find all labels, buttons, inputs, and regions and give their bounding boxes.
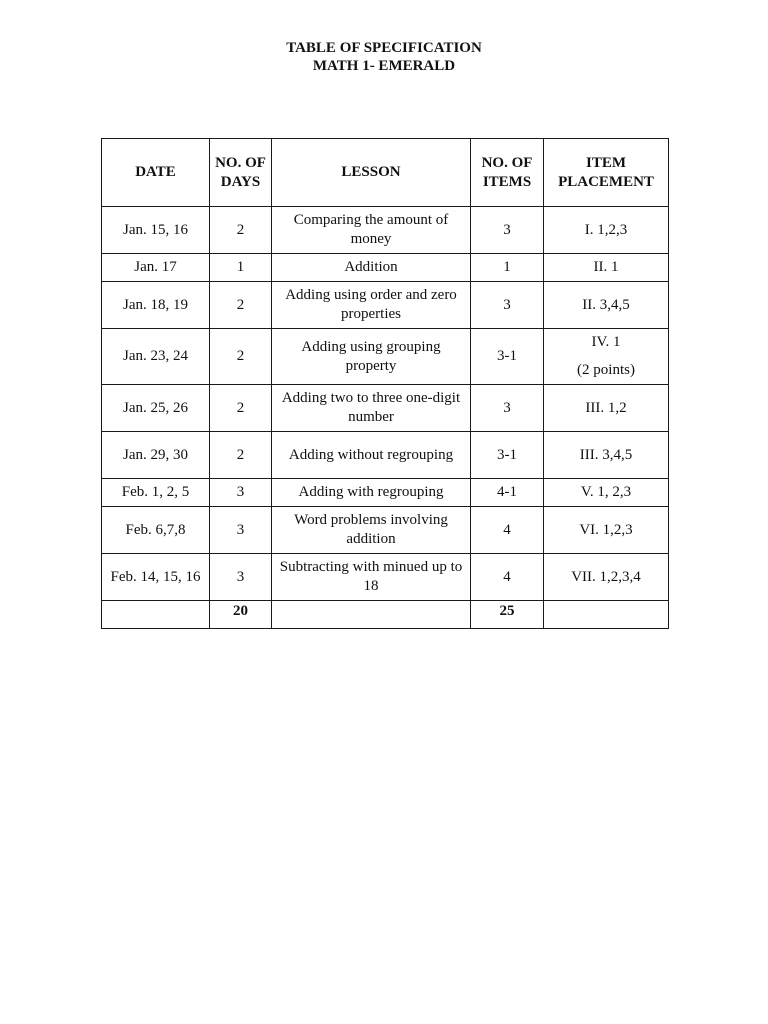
column-header-lesson: LESSON [272,139,471,207]
placement-cell: VI. 1,2,3 [544,507,669,554]
lesson-cell: Adding without regrouping [272,432,471,479]
date-cell: Jan. 25, 26 [102,385,210,432]
table-row [102,554,669,601]
placement-cell: II. 3,4,5 [544,282,669,329]
total-days-cell: 20 [210,601,272,629]
items-cell: 4 [471,507,544,554]
days-cell: 1 [210,254,272,282]
items-cell: 3 [471,207,544,254]
days-cell: 2 [210,282,272,329]
totals-placement-cell [544,601,669,629]
table-row [102,507,669,554]
document-subtitle: MATH 1- EMERALD [312,58,456,74]
column-header-placement: ITEM PLACEMENT [544,139,669,207]
placement-value: IV. 1 [591,334,621,350]
days-cell: 2 [210,432,272,479]
days-cell: 2 [210,207,272,254]
date-cell: Jan. 17 [102,254,210,282]
column-header-date: DATE [102,139,210,207]
table-row [102,432,669,479]
date-cell: Jan. 15, 16 [102,207,210,254]
date-cell: Feb. 6,7,8 [102,507,210,554]
lesson-cell: Comparing the amount of money [272,207,471,254]
placement-cell: I. 1,2,3 [544,207,669,254]
days-cell: 3 [210,507,272,554]
column-header-days: NO. OF DAYS [210,139,272,207]
days-cell: 2 [210,385,272,432]
placement-cell: III. 1,2 [544,385,669,432]
table-row [102,282,669,329]
table-row [102,329,669,385]
placement-note: (2 points) [577,362,635,378]
column-header-items: NO. OF ITEMS [471,139,544,207]
lesson-cell: Adding with regrouping [272,479,471,507]
lesson-cell: Adding using grouping property [272,329,471,385]
totals-row [102,601,669,629]
placement-cell: V. 1, 2,3 [544,479,669,507]
items-cell: 1 [471,254,544,282]
totals-date-cell [102,601,210,629]
days-cell: 3 [210,479,272,507]
items-cell: 3-1 [471,432,544,479]
lesson-cell: Subtracting with minued up to 18 [272,554,471,601]
table-row [102,479,669,507]
date-cell: Feb. 1, 2, 5 [102,479,210,507]
placement-cell: II. 1 [544,254,669,282]
items-cell: 4 [471,554,544,601]
date-cell: Jan. 29, 30 [102,432,210,479]
table-row [102,207,669,254]
total-items-cell: 25 [471,601,544,629]
items-cell: 3-1 [471,329,544,385]
document-header [0,39,768,75]
specification-table [101,138,669,629]
table-header-row [102,139,669,207]
lesson-cell: Addition [272,254,471,282]
placement-cell [544,329,669,385]
items-cell: 3 [471,385,544,432]
date-cell: Jan. 18, 19 [102,282,210,329]
lesson-cell: Adding using order and zero properties [272,282,471,329]
table-row [102,385,669,432]
date-cell: Jan. 23, 24 [102,329,210,385]
lesson-cell: Word problems involving addition [272,507,471,554]
days-cell: 2 [210,329,272,385]
items-cell: 4-1 [471,479,544,507]
document-title: TABLE OF SPECIFICATION [286,40,482,56]
date-cell: Feb. 14, 15, 16 [102,554,210,601]
lesson-cell: Adding two to three one-digit number [272,385,471,432]
totals-lesson-cell [272,601,471,629]
items-cell: 3 [471,282,544,329]
days-cell: 3 [210,554,272,601]
placement-cell: VII. 1,2,3,4 [544,554,669,601]
table-row [102,254,669,282]
placement-cell: III. 3,4,5 [544,432,669,479]
